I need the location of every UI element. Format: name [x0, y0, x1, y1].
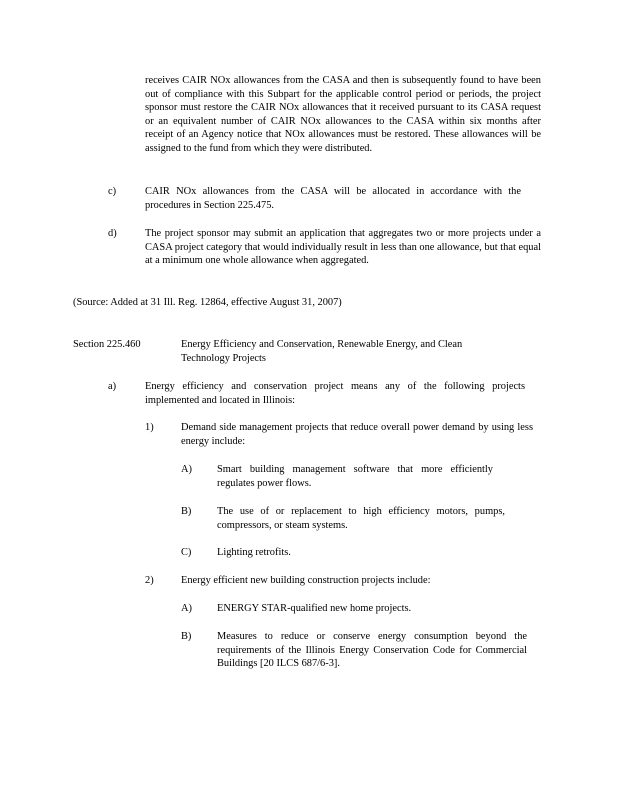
item-2-label: 2) — [145, 575, 154, 586]
item-2A-text: ENERGY STAR-qualified new home projects. — [217, 603, 412, 614]
item-1B-text: The use of or replacement to high efficiency motors, pumps, compressors, or steam systems. — [217, 506, 505, 531]
item-1A-label: A) — [181, 464, 192, 475]
item-2A-label: A) — [181, 603, 192, 614]
item-a-text: Energy efficiency and conservation project means any of the following projects implemented and located in Illinois: — [145, 381, 525, 406]
item-c-label: c) — [108, 186, 117, 197]
item-d-text: The project sponsor may submit an application that aggregates two or more projects under a CASA project category that would individually result in less than one allowance, but that equal at a minimum one whole allowance when aggregated. — [145, 228, 541, 267]
continuation-paragraph: receives CAIR NOx allowances from the CASA and then is subsequently found to have been out of compliance with this Subpart for the applicable control period or periods, the project sponsor must restore the CAIR NOx allowances that it received pursuant to its CASA request or an equivalent number of CAIR NOx allowances to the CASA within six months after receipt of an Agency notice that NOx allowances must be restored. These allowances will be assigned to the fund from which they were distributed. — [145, 75, 541, 154]
item-1A-text: Smart building management software that more efficiently regulates power flows. — [217, 464, 493, 489]
item-2B-label: B) — [181, 631, 192, 642]
item-1C-label: C) — [181, 547, 192, 558]
section-number: Section 225.460 — [73, 339, 141, 350]
item-1-label: 1) — [145, 422, 154, 433]
item-a-label: a) — [108, 381, 117, 392]
source-note: (Source: Added at 31 Ill. Reg. 12864, effective August 31, 2007) — [73, 297, 342, 308]
item-2-text: Energy efficient new building construction projects include: — [181, 575, 431, 586]
item-2B-text: Measures to reduce or conserve energy consumption beyond the requirements of the Illinois Energy Conservation Code for Commercial Buildings [20 ILCS 687/6-3]. — [217, 631, 527, 670]
item-1-text: Demand side management projects that reduce overall power demand by using less energy include: — [181, 422, 533, 447]
section-title: Energy Efficiency and Conservation, Renewable Energy, and Clean Technology Projects — [181, 339, 463, 364]
item-1C-text: Lighting retrofits. — [217, 547, 291, 558]
item-1B-label: B) — [181, 506, 192, 517]
item-d-label: d) — [108, 228, 117, 239]
item-c-text: CAIR NOx allowances from the CASA will be allocated in accordance with the procedures in Section 225.475. — [145, 186, 521, 211]
